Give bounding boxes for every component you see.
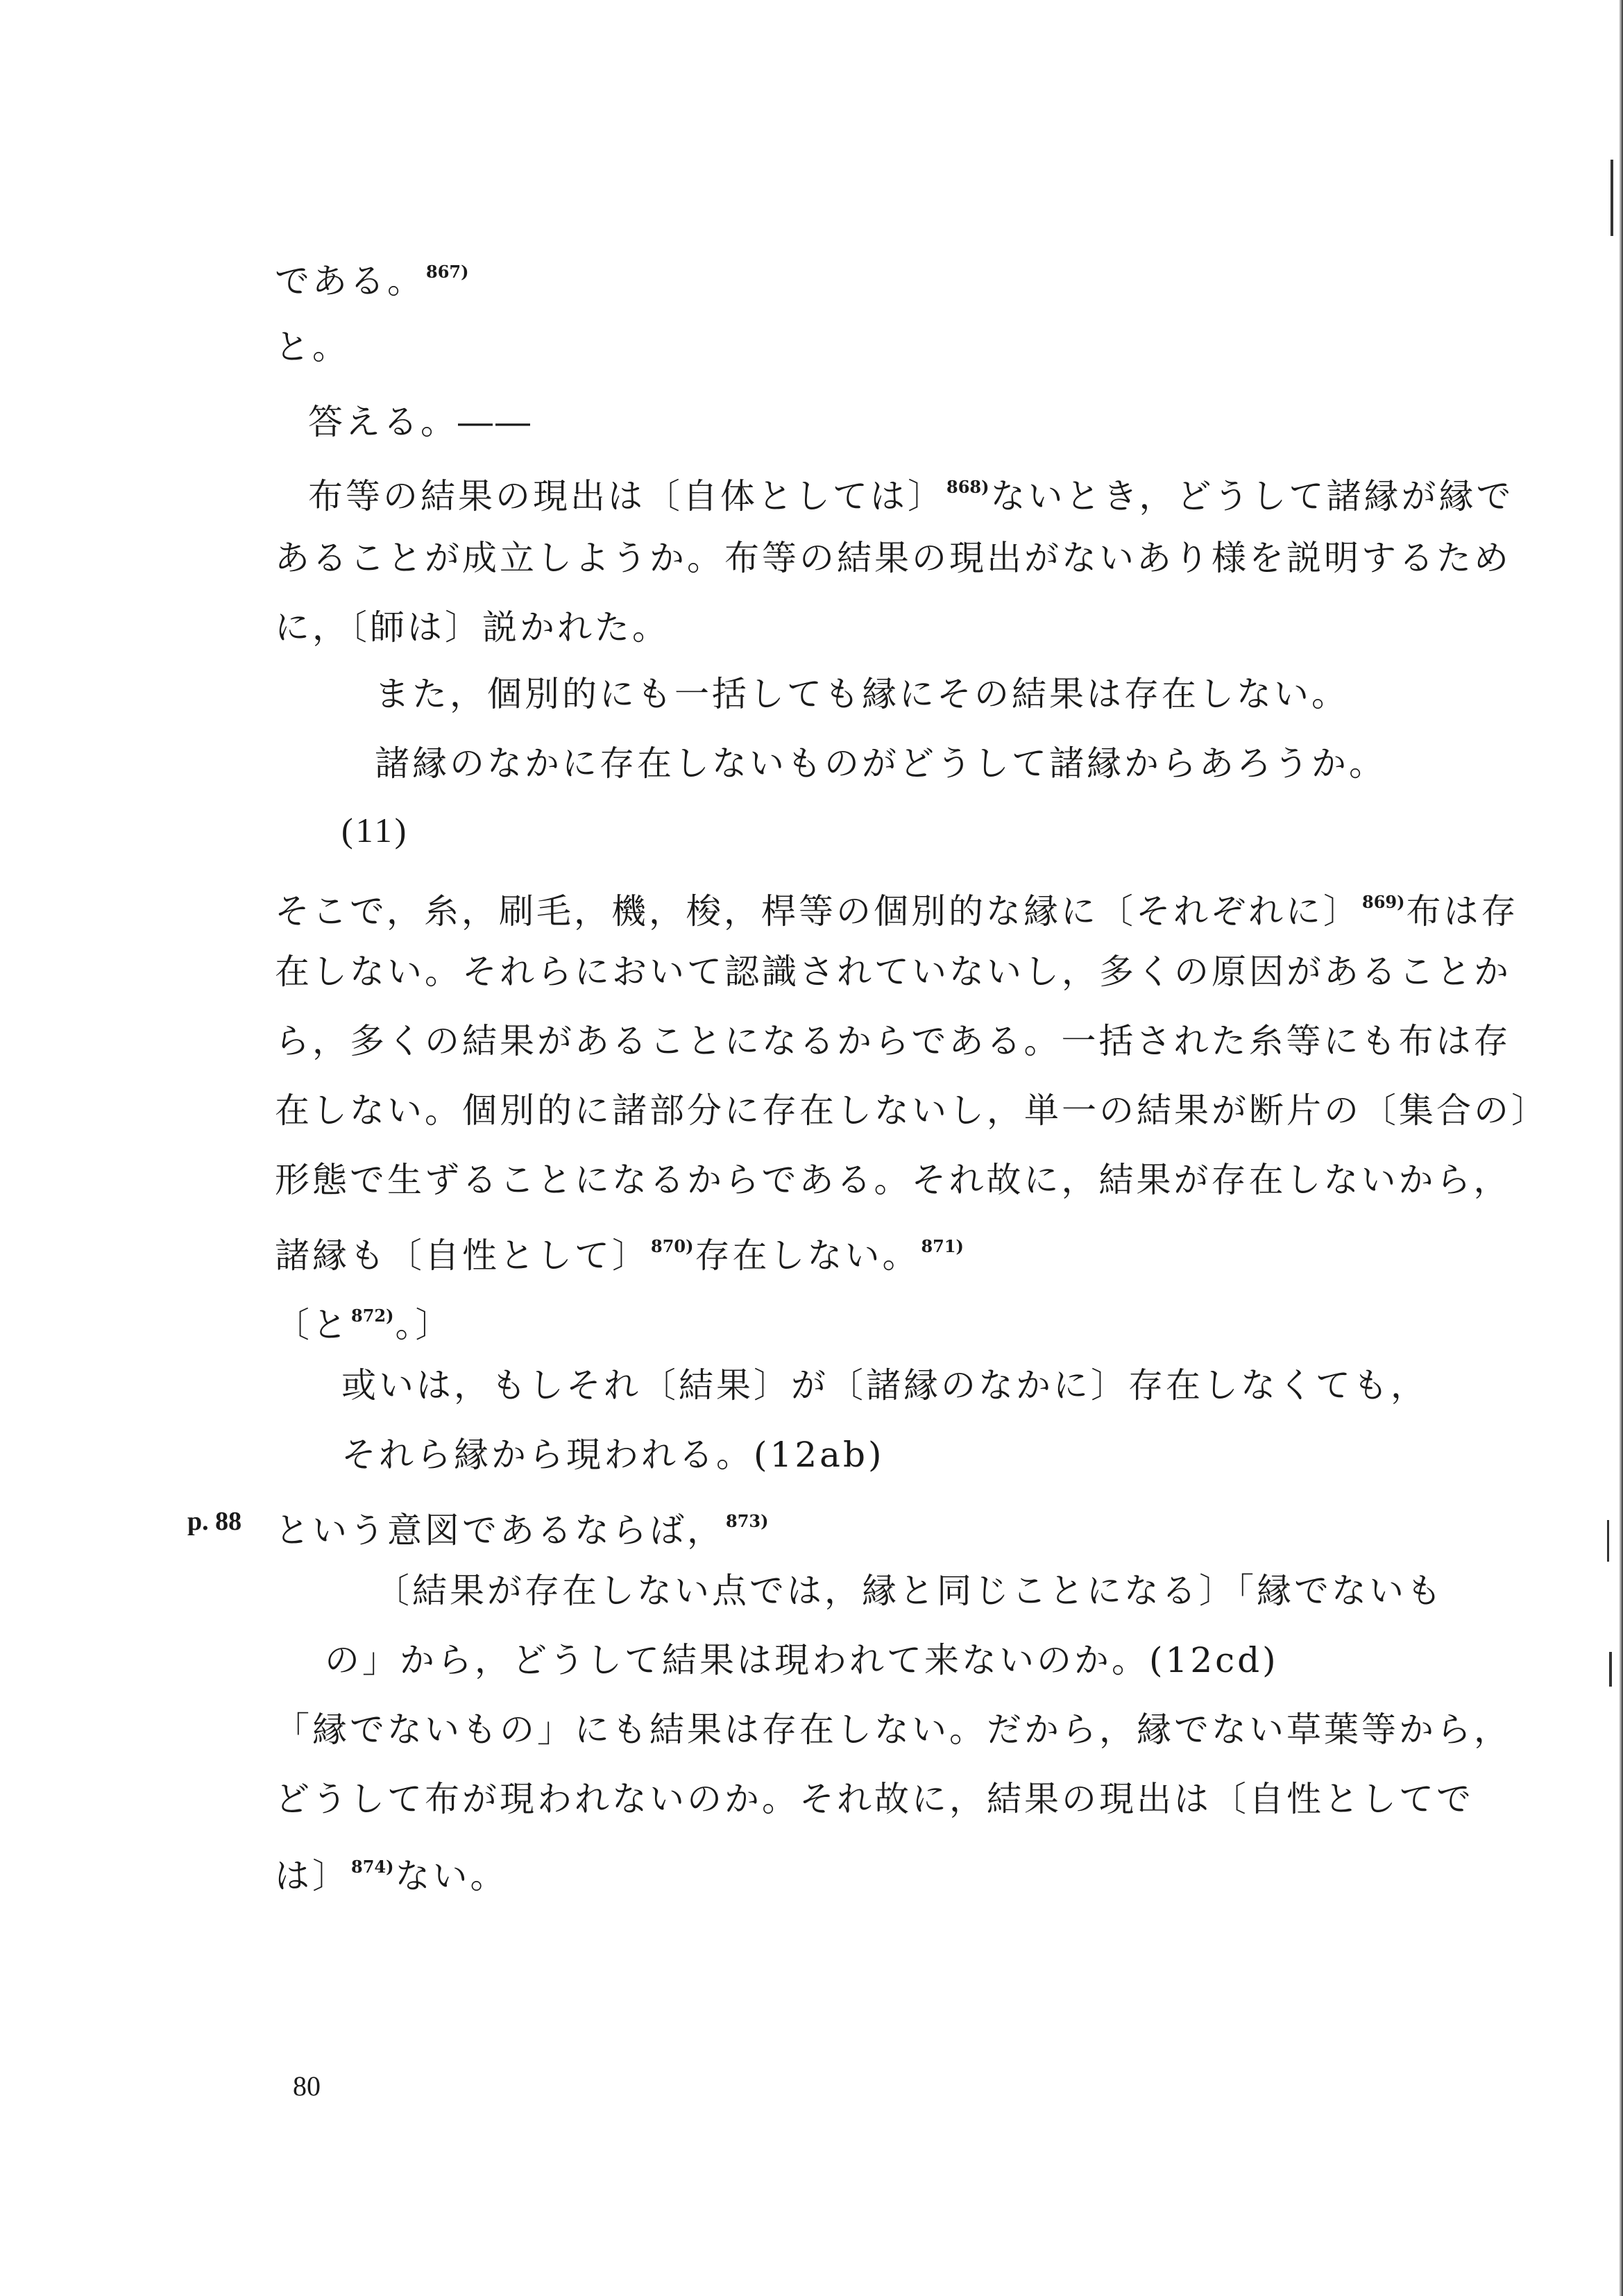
text-line-3 [308,401,533,443]
scan-edge-mark [1611,160,1613,236]
line-text: ら，多くの結果があることになるからである。一括された糸等にも布は存 [275,1021,1511,1061]
text-line-8 [275,951,1511,993]
line-text: 「縁でないもの」にも結果は存在しない。だから，縁でない草葉等から， [275,1710,1511,1750]
text-line-12 [275,1226,965,1276]
scan-edge-mark [1607,1520,1609,1562]
footnote-ref: 871) [921,1236,964,1256]
text-line-4 [308,466,1513,517]
line-text: 在しない。個別的に諸部分に存在しないし，単一の結果が断片の〔集合の〕 [275,1090,1549,1131]
verse-line-1 [375,673,1349,715]
line-text: そこで，糸，刷毛，機，梭，桿等の個別的な縁に〔それぞれに〕 [275,891,1361,931]
line-text: 答える。―― [308,402,533,442]
text-line-16 [275,1778,1474,1820]
line-text: の」から，どうして結果は現われて来ないのか。(12cd) [325,1640,1279,1680]
footnote-ref: 872) [351,1306,394,1326]
line-text: 布等の結果の現出は〔自体としては〕 [308,476,945,516]
text-line-13 [275,1295,452,1346]
line-text: 〔結果が存在しない点では，縁と同じことになる〕「縁でないも [375,1571,1444,1611]
verse-number [341,809,409,851]
line-text: と。 [275,327,350,367]
footnote-ref: 874) [351,1857,394,1877]
line-text: ない。 [395,1856,508,1896]
line-text: 存在しない。 [695,1235,920,1276]
text-line-11 [275,1159,1511,1201]
footnote-ref: 869) [1362,892,1405,912]
text-line-17 [275,1846,507,1897]
line-text: に，〔師は〕説かれた。 [275,607,670,648]
verse-line-4 [341,1434,884,1476]
verse-line-5 [375,1570,1444,1612]
line-text: 諸縁のなかに存在しないものがどうして諸縁からあろうか。 [375,743,1386,784]
text-line-5 [275,537,1511,579]
margin-page-reference: p. 88 [187,1507,242,1536]
text-line-1 [275,251,470,302]
footnote-ref: 870) [651,1236,694,1256]
footnote-ref: 868) [946,477,989,497]
line-text: 形態で生ずることになるからである。それ故に，結果が存在しないから， [275,1160,1511,1200]
text-line-10 [275,1090,1549,1131]
line-text: は〕 [275,1856,350,1896]
line-text: 或いは，もしそれ〔結果〕が〔諸縁のなかに〕存在しなくても， [341,1365,1428,1406]
line-text: どうして布が現われないのか。それ故に，結果の現出は〔自性としてで [275,1779,1474,1819]
text-line-15 [275,1709,1511,1750]
footnote-ref: 867) [426,262,469,282]
page-number: 80 [293,2070,321,2102]
verse-line-2 [375,743,1386,784]
line-text: あることが成立しようか。布等の結果の現出がないあり様を説明するため [275,538,1511,578]
line-text: 〔と [275,1305,350,1345]
text-line-7 [275,881,1518,932]
line-text: 在しない。それらにおいて認識されていないし，多くの原因があることか [275,952,1511,992]
scan-edge-mark [1609,1652,1612,1687]
line-text: 布は存 [1406,891,1519,931]
line-text: 諸縁も〔自性として〕 [275,1235,649,1276]
text-line-9 [275,1020,1511,1062]
text-line-6 [275,607,670,648]
text-line-2 [275,326,350,368]
line-text: それら縁から現われる。(12ab) [341,1435,885,1475]
line-text: である。 [275,261,425,301]
line-text: という意図であるならば， [275,1510,724,1551]
line-text: また，個別的にも一括しても縁にその結果は存在しない。 [375,674,1349,714]
scan-edge-shadow [1619,0,1623,2296]
verse-line-3 [341,1365,1428,1406]
footnote-ref: 873) [726,1511,769,1531]
verse-line-6 [325,1639,1279,1681]
line-text: (11) [341,811,409,850]
line-text: ないとき，どうして諸縁が縁で [990,476,1514,516]
text-line-14 [275,1501,770,1551]
line-text: 。〕 [395,1305,453,1345]
